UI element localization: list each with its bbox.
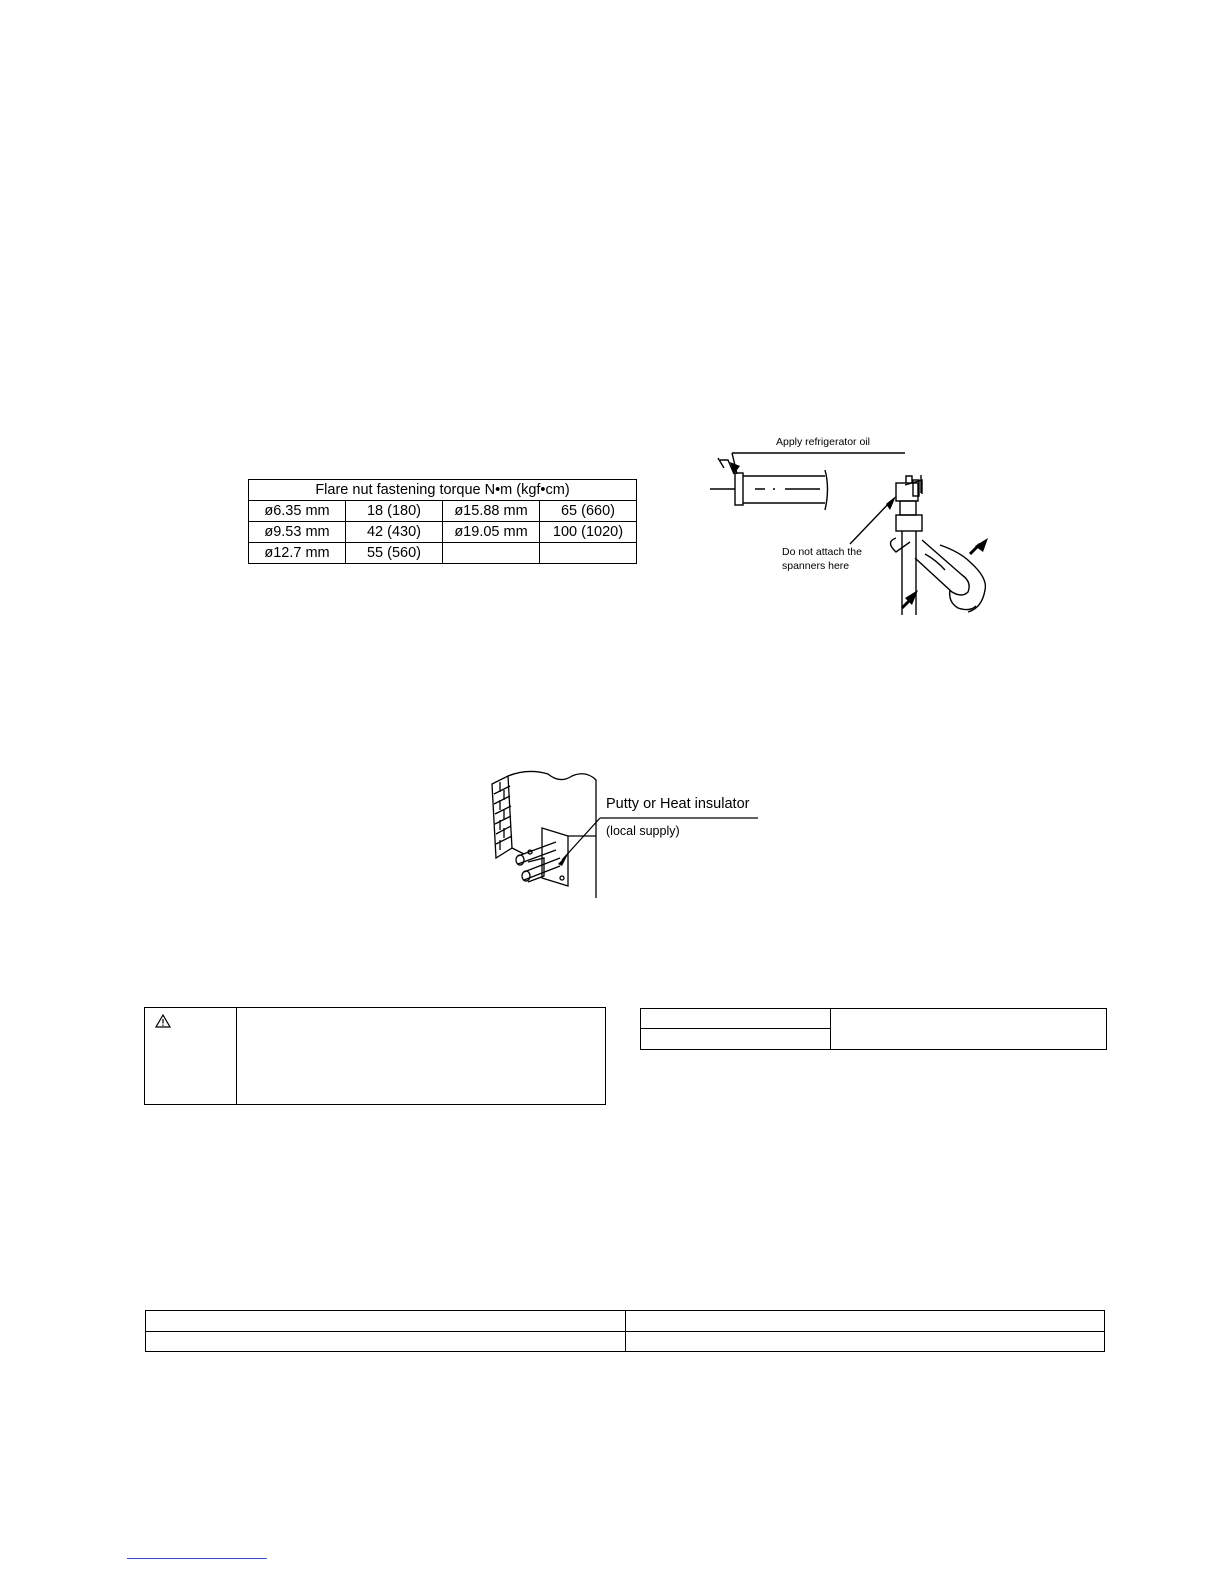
table-cell [443,543,540,564]
flare-pipe-drawing [700,430,1010,620]
table-cell: ø6.35 mm [249,501,346,522]
bottom-table [145,1310,1105,1352]
table-cell: 18 (180) [346,501,443,522]
warning-box [144,1007,606,1105]
apply-oil-label: Apply refrigerator oil [776,436,870,448]
flare-nut-torque-table [248,479,637,564]
warning-box-divider [236,1008,237,1104]
torque-table-title: Flare nut fastening torque N•m (kgf•cm) [249,480,637,501]
footer-link-underline [127,1558,267,1559]
table-cell [540,543,637,564]
table-cell: ø12.7 mm [249,543,346,564]
spanner-warning-line-2: spanners here [782,560,850,572]
info-box-row-divider [641,1028,831,1029]
info-box-divider [830,1009,831,1049]
info-box [640,1008,1107,1050]
table-row [249,501,637,522]
table-header-row [249,480,637,501]
table-cell: 55 (560) [346,543,443,564]
wall-insulation-figure [488,768,768,898]
table-row [249,543,637,564]
bottom-table-row-divider [146,1331,1104,1332]
flare-connection-figure [700,430,1010,620]
table-cell: 100 (1020) [540,522,637,543]
warning-triangle-icon [155,1014,171,1028]
table-cell: ø9.53 mm [249,522,346,543]
table-cell: 65 (660) [540,501,637,522]
spanner-warning-line-1: Do not attach the [782,546,862,558]
table-row [249,522,637,543]
table-cell: ø15.88 mm [443,501,540,522]
table-cell: 42 (430) [346,522,443,543]
putty-label: Putty or Heat insulator [606,796,750,812]
local-supply-label: (local supply) [606,824,680,838]
table-cell: ø19.05 mm [443,522,540,543]
